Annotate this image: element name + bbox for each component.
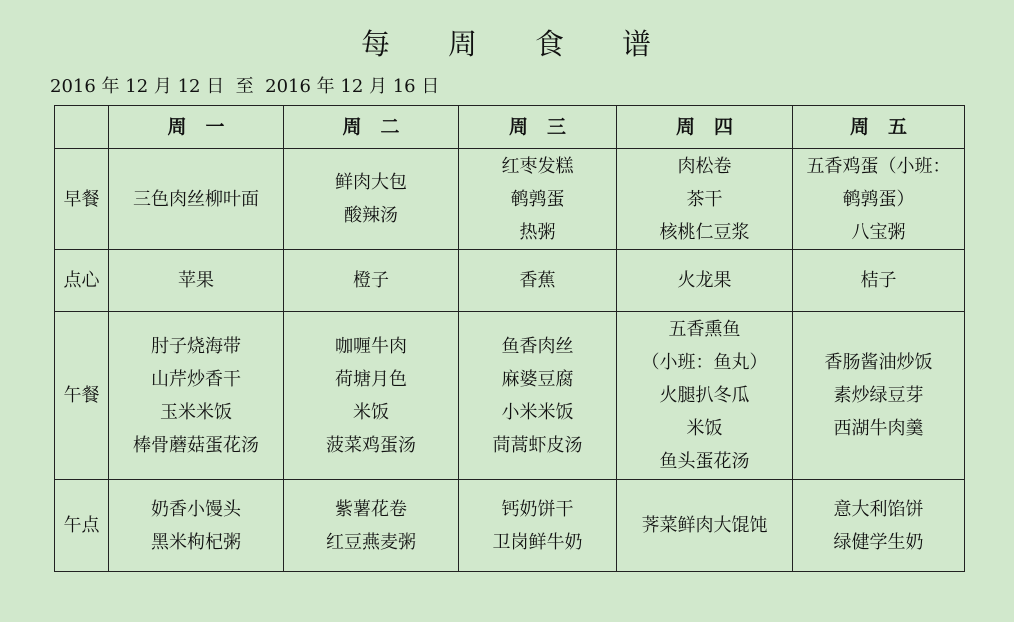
meal-label: 点心 (55, 250, 109, 312)
menu-cell (284, 250, 459, 312)
menu-item: 意大利馅饼 (833, 498, 924, 520)
menu-item: 鱼头蛋花汤 (659, 451, 750, 472)
menu-item: 香蕉 (519, 270, 556, 291)
menu-item: 桔子 (860, 270, 897, 291)
day-header-friday: 周 五 (793, 106, 965, 149)
menu-item: 黑米枸杞粥 (151, 531, 241, 553)
day-header-monday: 周 一 (109, 106, 284, 149)
menu-item: 咖喱牛肉 (335, 335, 407, 357)
menu-item: 钙奶饼干 (501, 498, 574, 520)
weekly-menu-table (54, 105, 965, 572)
menu-cell (793, 312, 965, 480)
menu-item: 五香鸡蛋（小班： (806, 155, 951, 177)
title-char: 谱 (622, 27, 654, 61)
menu-item: 鹌鹑蛋 (510, 188, 565, 210)
meal-row (55, 312, 965, 480)
menu-item: 核桃仁豆浆 (659, 221, 750, 243)
menu-item: 苹果 (178, 270, 214, 291)
meal-row (55, 149, 965, 250)
menu-item: 米饭 (353, 401, 389, 423)
day-header-tuesday: 周 二 (284, 106, 459, 149)
title-char: 周 (447, 27, 479, 61)
menu-cell (617, 250, 793, 312)
menu-item: 米饭 (686, 418, 723, 439)
menu-cell (109, 312, 284, 480)
menu-item: 肘子烧海带 (151, 335, 241, 357)
menu-cell (459, 149, 617, 250)
day-header-wednesday: 周 三 (459, 106, 617, 149)
menu-cell (617, 480, 793, 572)
meal-label: 午点 (55, 480, 109, 572)
menu-item: 棒骨蘑菇蛋花汤 (133, 434, 259, 456)
menu-cell (284, 149, 459, 250)
menu-item: 荷塘月色 (335, 368, 407, 390)
title-char: 食 (535, 27, 567, 61)
title-char: 每 (360, 27, 392, 61)
menu-cell (459, 312, 617, 480)
menu-item: 热粥 (519, 221, 556, 243)
menu-item: 香肠酱油炒饭 (824, 352, 933, 373)
corner-cell (55, 106, 109, 149)
menu-item: 红枣发糕 (501, 155, 574, 177)
menu-cell (793, 149, 965, 250)
menu-item: 酸辣汤 (344, 205, 398, 226)
menu-item: 紫薯花卷 (335, 498, 407, 520)
menu-item: 奶香小馒头 (151, 498, 241, 520)
menu-cell (459, 480, 617, 572)
menu-cell (459, 250, 617, 312)
menu-item: 火龙果 (677, 270, 732, 291)
menu-item: 小米米饭 (501, 401, 574, 423)
menu-item: 三色肉丝柳叶面 (133, 188, 259, 210)
meal-label: 早餐 (55, 149, 109, 250)
meal-label: 午餐 (55, 312, 109, 480)
meal-row (55, 250, 965, 312)
menu-item: 素炒绿豆芽 (833, 385, 924, 406)
menu-cell (793, 250, 965, 312)
menu-item: 茶干 (686, 188, 723, 210)
menu-item: 火腿扒冬瓜 (659, 385, 750, 406)
menu-item: 西湖牛肉羹 (833, 418, 924, 439)
menu-item: 菠菜鸡蛋汤 (326, 434, 416, 456)
menu-item: 鱼香肉丝 (501, 335, 574, 357)
menu-item: 鲜肉大包 (335, 172, 407, 193)
menu-item: 鹌鹑蛋） (842, 188, 915, 210)
header-row (55, 106, 965, 149)
menu-item: 麻婆豆腐 (501, 368, 574, 390)
menu-body (55, 149, 965, 572)
menu-cell (109, 250, 284, 312)
meal-row (55, 480, 965, 572)
day-header-thursday: 周 四 (617, 106, 793, 149)
menu-cell (284, 312, 459, 480)
menu-cell (793, 480, 965, 572)
menu-cell (617, 312, 793, 480)
menu-cell (109, 480, 284, 572)
menu-item: 八宝粥 (851, 221, 906, 243)
menu-item: 荠菜鲜肉大馄饨 (641, 515, 768, 536)
menu-item: （小班：鱼丸） (641, 352, 768, 373)
menu-cell (284, 480, 459, 572)
page-title (0, 22, 1014, 63)
menu-item: 卫岗鲜牛奶 (492, 531, 583, 553)
menu-item: 山芹炒香干 (151, 368, 241, 390)
menu-cell (617, 149, 793, 250)
menu-item: 绿健学生奶 (833, 531, 924, 553)
menu-item: 红豆燕麦粥 (326, 531, 416, 553)
date-range: 2016 年 12 月 12 日 至 2016 年 12 月 16 日 (50, 76, 440, 97)
menu-item: 肉松卷 (677, 155, 732, 177)
menu-item: 茼蒿虾皮汤 (492, 434, 583, 456)
menu-item: 玉米米饭 (160, 401, 232, 423)
menu-item: 橙子 (353, 270, 389, 291)
menu-item: 五香熏鱼 (668, 319, 741, 340)
menu-cell (109, 149, 284, 250)
